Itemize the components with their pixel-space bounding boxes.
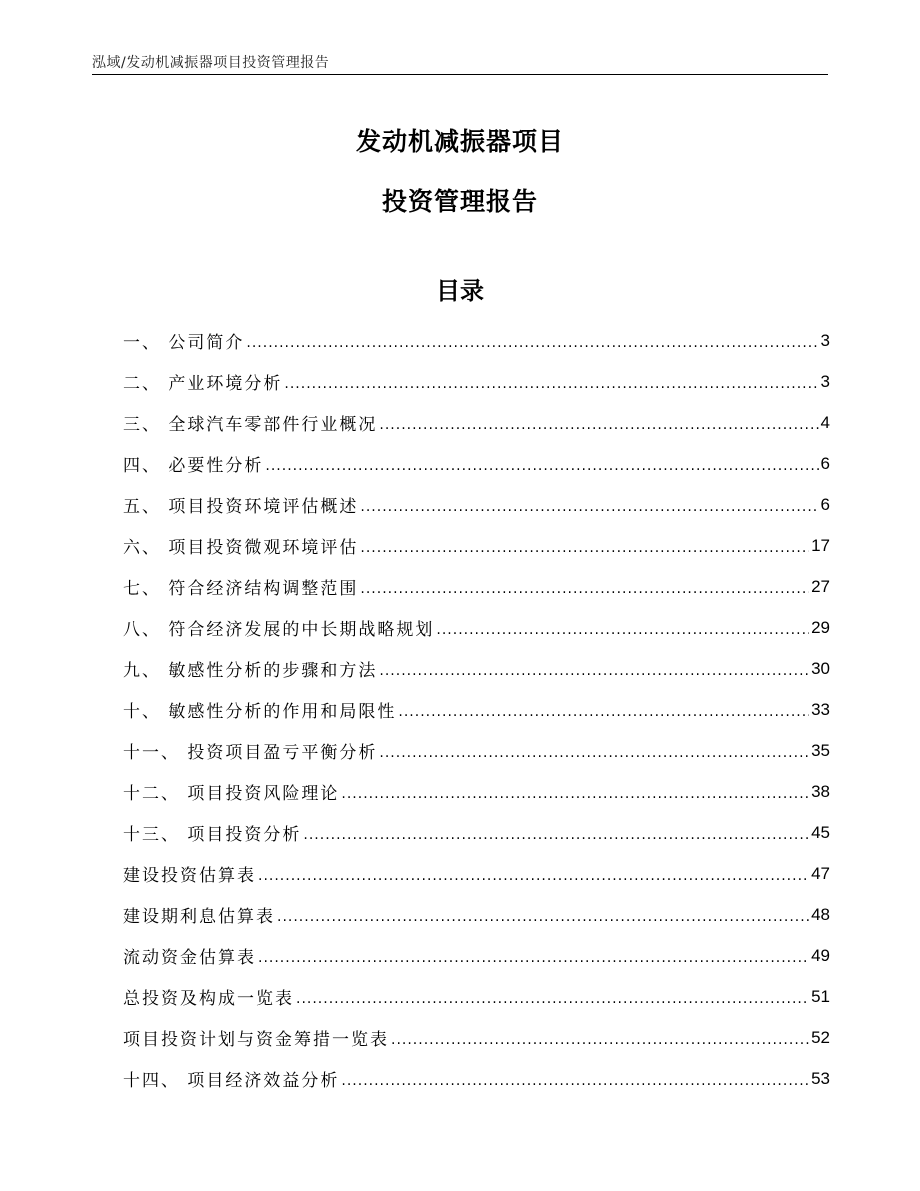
running-header: 泓域/发动机减振器项目投资管理报告 (92, 55, 330, 71)
toc-entry-label: 七、 符合经济结构调整范围 (123, 579, 359, 599)
toc-entry[interactable] (123, 976, 830, 1017)
toc-entry[interactable] (123, 853, 830, 894)
toc-entry[interactable] (123, 648, 830, 689)
toc-dot-leader (360, 581, 809, 607)
toc-entry-label: 流动资金估算表 (123, 948, 256, 968)
toc-dot-leader (284, 376, 818, 402)
toc-page-number: 51 (811, 986, 830, 1006)
toc-page-number: 35 (811, 740, 830, 760)
toc-page-number: 53 (811, 1068, 830, 1088)
toc-entry-label: 九、 敏感性分析的步骤和方法 (123, 661, 378, 681)
toc-entry[interactable] (123, 730, 830, 771)
toc-dot-leader (379, 745, 809, 771)
toc-dot-leader (360, 499, 818, 525)
toc-entry-label: 十三、 项目投资分析 (123, 825, 302, 845)
toc-entry[interactable] (123, 566, 830, 607)
toc-page-number: 48 (811, 904, 830, 924)
toc-page-number: 6 (820, 494, 830, 514)
toc-entry[interactable] (123, 894, 830, 935)
toc-entry[interactable] (123, 812, 830, 853)
table-of-contents (123, 320, 830, 1099)
toc-entry-label: 八、 符合经济发展的中长期战略规划 (123, 620, 435, 640)
toc-entry[interactable] (123, 320, 830, 361)
toc-entry[interactable] (123, 443, 830, 484)
toc-page-number: 3 (820, 330, 830, 350)
toc-entry[interactable] (123, 525, 830, 566)
toc-heading: 目录 (436, 277, 484, 305)
toc-dot-leader (341, 786, 809, 812)
toc-entry[interactable] (123, 1017, 830, 1058)
toc-entry-label: 总投资及构成一览表 (123, 989, 294, 1009)
toc-dot-leader (360, 540, 809, 566)
toc-entry-label: 十一、 投资项目盈亏平衡分析 (123, 743, 378, 763)
toc-dot-leader (258, 950, 809, 976)
toc-dot-leader (391, 1032, 809, 1058)
toc-entry-label: 五、 项目投资环境评估概述 (123, 497, 359, 517)
toc-page-number: 52 (811, 1027, 830, 1047)
toc-dot-leader (303, 827, 809, 853)
toc-entry-label: 建设期利息估算表 (123, 907, 275, 927)
toc-entry[interactable] (123, 689, 830, 730)
toc-page-number: 45 (811, 822, 830, 842)
toc-dot-leader (379, 663, 809, 689)
toc-entry[interactable] (123, 402, 830, 443)
toc-dot-leader (341, 1073, 809, 1099)
toc-entry[interactable] (123, 1058, 830, 1099)
toc-entry-label: 三、 全球汽车零部件行业概况 (123, 415, 378, 435)
toc-page-number: 49 (811, 945, 830, 965)
toc-page-number: 4 (820, 412, 830, 432)
toc-entry[interactable] (123, 771, 830, 812)
toc-entry-label: 六、 项目投资微观环境评估 (123, 538, 359, 558)
toc-page-number: 47 (811, 863, 830, 883)
toc-entry-label: 十四、 项目经济效益分析 (123, 1071, 340, 1091)
toc-entry-label: 十二、 项目投资风险理论 (123, 784, 340, 804)
toc-page-number: 38 (811, 781, 830, 801)
toc-entry-label: 建设投资估算表 (123, 866, 256, 886)
toc-entry[interactable] (123, 484, 830, 525)
toc-dot-leader (296, 991, 809, 1017)
toc-dot-leader (277, 909, 809, 935)
toc-dot-leader (258, 868, 809, 894)
toc-page-number: 27 (811, 576, 830, 596)
toc-entry[interactable] (123, 935, 830, 976)
toc-entry[interactable] (123, 607, 830, 648)
toc-page-number: 3 (820, 371, 830, 391)
toc-entry-label: 二、 产业环境分析 (123, 374, 283, 394)
header-rule (92, 74, 828, 75)
toc-dot-leader (246, 335, 818, 361)
toc-entry-label: 项目投资计划与资金筹措一览表 (123, 1030, 389, 1050)
toc-page-number: 30 (811, 658, 830, 678)
document-title-line-1: 发动机减振器项目 (355, 127, 564, 156)
toc-dot-leader (436, 622, 809, 648)
toc-entry-label: 一、 公司简介 (123, 333, 245, 353)
toc-page-number: 29 (811, 617, 830, 637)
toc-page-number: 33 (811, 699, 830, 719)
document-title-line-2: 投资管理报告 (381, 187, 538, 216)
toc-dot-leader (379, 417, 818, 443)
toc-dot-leader (265, 458, 818, 484)
toc-entry-label: 四、 必要性分析 (123, 456, 264, 476)
toc-page-number: 6 (820, 453, 830, 473)
toc-page-number: 17 (811, 535, 830, 555)
toc-entry-label: 十、 敏感性分析的作用和局限性 (123, 702, 397, 722)
toc-entry[interactable] (123, 361, 830, 402)
toc-dot-leader (398, 704, 809, 730)
